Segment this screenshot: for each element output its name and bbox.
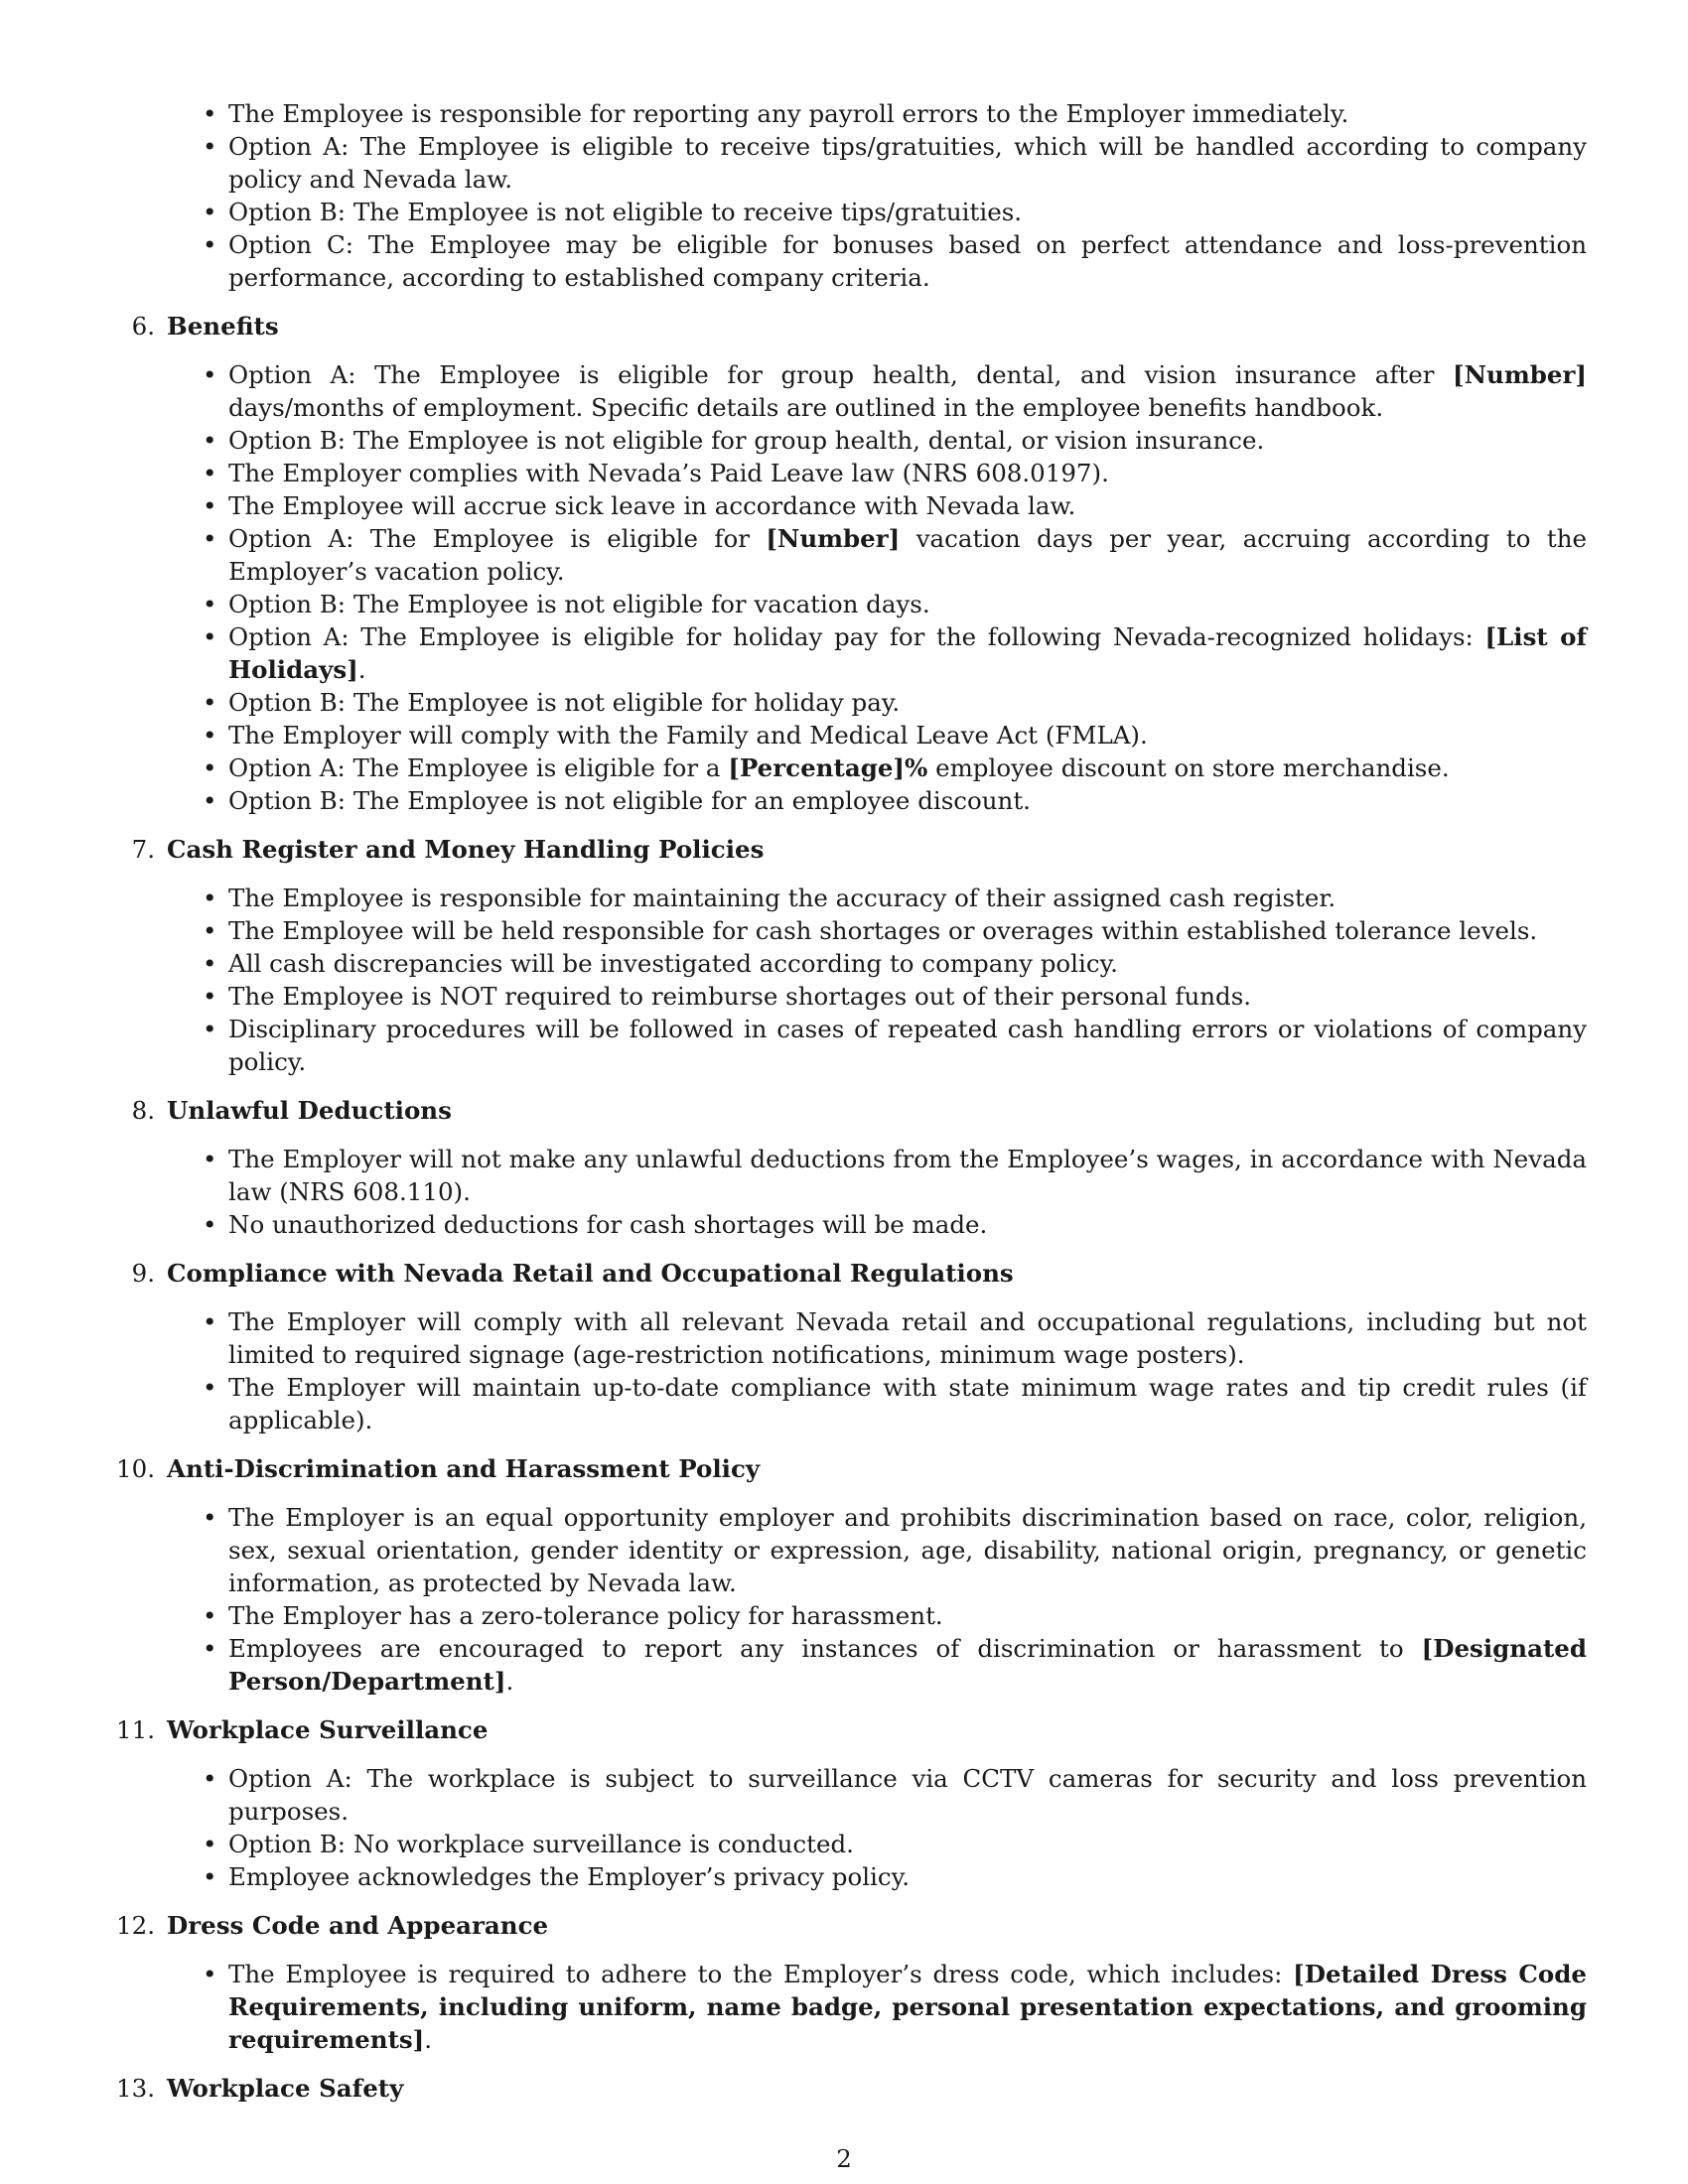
list-item — [167, 457, 1587, 489]
section-title: Cash Register and Money Handling Policies — [167, 835, 765, 864]
bullet-icon: • — [203, 688, 217, 717]
list-item — [167, 1208, 1587, 1241]
item-text: The Employer will not make any unlawful deductions from the Employee’s wages, in accordance with Nevada law (NRS 608.110). — [228, 1145, 1587, 1206]
item-text: All cash discrepancies will be investigated according to company policy. — [228, 949, 1118, 978]
section-number: 10. — [116, 1454, 155, 1483]
bullet-icon: • — [203, 753, 217, 782]
bullet-icon: • — [203, 491, 217, 520]
item-text: vacation days per year, accruing according to the Employer’s vacation policy. — [228, 524, 1587, 586]
item-text: Option B: The Employee is not eligible to receive tips/gratuities. — [228, 198, 1023, 226]
item-text: The Employee is required to adhere to the Employer’s dress code, which includes: — [228, 1960, 1294, 1988]
section — [131, 310, 1587, 817]
section-number: 11. — [116, 1715, 155, 1744]
bullet-icon: • — [203, 982, 217, 1011]
bullet-icon: • — [203, 1307, 217, 1336]
section-title: Anti-Discrimination and Harassment Policy — [167, 1454, 761, 1483]
list-item — [167, 947, 1587, 980]
section — [131, 1094, 1587, 1241]
placeholder-text: [Number] — [1453, 360, 1587, 389]
list-item — [167, 914, 1587, 947]
item-text: Option A: The Employee is eligible for a — [228, 753, 729, 782]
list-item — [167, 1632, 1587, 1698]
list-item — [167, 1305, 1587, 1371]
section-number: 8. — [131, 1096, 155, 1125]
list-item — [167, 620, 1587, 686]
bullet-icon: • — [203, 132, 217, 161]
item-text: Option A: The Employee is eligible for holiday pay for the following Nevada-recognized holidays: — [228, 622, 1485, 651]
placeholder-text: [Detailed Dress Code Requirements, including uniform, name badge, personal presentation expectations, and grooming requirements] — [228, 1960, 1587, 2054]
list-item — [167, 882, 1587, 914]
bullet-icon: • — [203, 884, 217, 912]
item-text: The Employee will be held responsible for cash shortages or overages within established tolerance levels. — [228, 916, 1538, 945]
section-title: Workplace Surveillance — [167, 1715, 489, 1744]
item-text: . — [505, 1667, 514, 1696]
item-text: Option C: The Employee may be eligible for bonuses based on perfect attendance and loss-prevention performance, according to established company criteria. — [228, 230, 1587, 292]
list-item — [167, 196, 1587, 228]
list-item — [167, 980, 1587, 1013]
page-content — [116, 97, 1587, 2105]
item-text: The Employee is responsible for reporting any payroll errors to the Employer immediately. — [228, 99, 1349, 128]
item-text: Option A: The Employee is eligible for — [228, 524, 767, 553]
item-text: Option B: The Employee is not eligible for an employee discount. — [228, 786, 1031, 815]
item-text: . — [357, 655, 366, 684]
section-list — [167, 1958, 1587, 2056]
item-text: Option B: No workplace surveillance is conducted. — [228, 1830, 854, 1858]
bullet-icon: • — [203, 949, 217, 978]
bullet-icon: • — [203, 1145, 217, 1173]
bullet-icon: • — [203, 721, 217, 750]
section-heading — [131, 310, 1587, 342]
bullet-icon: • — [203, 1830, 217, 1858]
section-list — [167, 1501, 1587, 1698]
item-text: Option B: The Employee is not eligible for vacation days. — [228, 590, 930, 618]
list-item — [167, 1013, 1587, 1078]
section-heading — [131, 1257, 1587, 1290]
item-text: The Employee is NOT required to reimburse shortages out of their personal funds. — [228, 982, 1252, 1011]
section — [116, 2072, 1587, 2105]
item-text: The Employer has a zero-tolerance policy for harassment. — [228, 1601, 943, 1630]
list-item — [167, 1860, 1587, 1893]
list-item — [167, 1599, 1587, 1632]
item-text: Option B: The Employee is not eligible for group health, dental, or vision insurance. — [228, 426, 1265, 455]
list-item — [167, 1762, 1587, 1828]
item-text: Option A: The Employee is eligible to receive tips/gratuities, which will be handled according to company policy and Nevada law. — [228, 132, 1587, 194]
item-text: Option A: The workplace is subject to surveillance via CCTV cameras for security and loss prevention purposes. — [228, 1764, 1587, 1826]
placeholder-text: [Number] — [766, 524, 901, 553]
bullet-icon: • — [203, 230, 217, 259]
list-item — [167, 1501, 1587, 1599]
list-item — [167, 751, 1587, 784]
section-title: Compliance with Nevada Retail and Occupational Regulations — [167, 1259, 1014, 1288]
section-heading — [131, 1094, 1587, 1127]
list-item — [167, 588, 1587, 620]
list-item — [167, 130, 1587, 196]
section-title: Benefits — [167, 312, 279, 341]
page-number: 2 — [836, 2144, 852, 2173]
list-item — [167, 1828, 1587, 1860]
list-item — [167, 1371, 1587, 1436]
bullet-icon: • — [203, 1503, 217, 1532]
item-text: The Employer is an equal opportunity employer and prohibits discrimination based on race, color, religion, sex, sexual orientation, gender identity or expression, age, disability, national origin, pregnancy, or genetic information, as protected by Nevada law. — [228, 1503, 1587, 1597]
placeholder-text: [Percentage]% — [728, 753, 928, 782]
section-heading — [116, 1452, 1587, 1485]
bullet-icon: • — [203, 1015, 217, 1043]
placeholder-text: [Designated Person/Department] — [228, 1634, 1587, 1696]
list-item — [167, 1958, 1587, 2056]
list-item — [167, 97, 1587, 130]
section — [116, 1713, 1587, 1893]
bullet-icon: • — [203, 1373, 217, 1402]
list-item — [167, 784, 1587, 817]
section — [131, 1257, 1587, 1436]
item-text: Option B: The Employee is not eligible for holiday pay. — [228, 688, 901, 717]
bullet-icon: • — [203, 786, 217, 815]
sections-container — [116, 310, 1587, 2105]
bullet-icon: • — [203, 459, 217, 487]
section-title: Workplace Safety — [167, 2074, 404, 2103]
section-list — [167, 882, 1587, 1078]
bullet-icon: • — [203, 198, 217, 226]
list-item — [167, 489, 1587, 522]
item-text: Option A: The Employee is eligible for group health, dental, and vision insurance after — [228, 360, 1454, 389]
list-item — [167, 719, 1587, 751]
list-item — [167, 686, 1587, 719]
bullet-icon: • — [203, 916, 217, 945]
bullet-icon: • — [203, 1960, 217, 1988]
item-text: The Employee will accrue sick leave in accordance with Nevada law. — [228, 491, 1076, 520]
item-text: The Employer complies with Nevada’s Paid Leave law (NRS 608.0197). — [228, 459, 1109, 487]
bullet-icon: • — [203, 524, 217, 553]
bullet-icon: • — [203, 1862, 217, 1891]
section-list — [167, 1305, 1587, 1436]
item-text: The Employee is responsible for maintaining the accuracy of their assigned cash register. — [228, 884, 1336, 912]
bullet-icon: • — [203, 622, 217, 651]
bullet-icon: • — [203, 360, 217, 389]
bullet-icon: • — [203, 99, 217, 128]
section-heading — [116, 1909, 1587, 1942]
section — [131, 833, 1587, 1078]
list-item — [167, 228, 1587, 294]
item-text: The Employer will comply with the Family and Medical Leave Act (FMLA). — [228, 721, 1148, 750]
section-list — [167, 1762, 1587, 1893]
list-item — [167, 424, 1587, 457]
section-title: Unlawful Deductions — [167, 1096, 452, 1125]
item-text: The Employer will maintain up-to-date compliance with state minimum wage rates and tip credit rules (if applicable). — [228, 1373, 1587, 1434]
section-list — [167, 1143, 1587, 1241]
bullet-icon: • — [203, 1764, 217, 1793]
item-text: Employees are encouraged to report any instances of discrimination or harassment to — [228, 1634, 1422, 1663]
section-heading — [131, 833, 1587, 866]
list-item — [167, 1143, 1587, 1208]
bullet-icon: • — [203, 426, 217, 455]
item-text: . — [424, 2025, 433, 2054]
bullet-icon: • — [203, 1601, 217, 1630]
item-text: Employee acknowledges the Employer’s privacy policy. — [228, 1862, 910, 1891]
section-title: Dress Code and Appearance — [167, 1911, 549, 1940]
section-heading — [116, 1713, 1587, 1746]
section — [116, 1452, 1587, 1698]
bullet-icon: • — [203, 1634, 217, 1663]
item-text: employee discount on store merchandise. — [927, 753, 1450, 782]
section-number: 7. — [131, 835, 155, 864]
item-text: days/months of employment. Specific details are outlined in the employee benefits handbook. — [228, 393, 1384, 422]
section-list — [167, 358, 1587, 817]
bullet-icon: • — [203, 590, 217, 618]
section — [116, 1909, 1587, 2056]
section-number: 12. — [116, 1911, 155, 1940]
placeholder-text: [List of Holidays] — [228, 622, 1587, 684]
list-item — [167, 358, 1587, 424]
item-text: No unauthorized deductions for cash shortages will be made. — [228, 1210, 988, 1239]
section-number: 13. — [116, 2074, 155, 2103]
list-item — [167, 522, 1587, 588]
section-number: 6. — [131, 312, 155, 341]
item-text: The Employer will comply with all relevant Nevada retail and occupational regulations, including but not limited to required signage (age-restriction notifications, minimum wage posters). — [228, 1307, 1587, 1369]
item-text: Disciplinary procedures will be followed in cases of repeated cash handling errors or violations of company policy. — [228, 1015, 1587, 1076]
section-number: 9. — [131, 1259, 155, 1288]
section-heading — [116, 2072, 1587, 2105]
bullet-icon: • — [203, 1210, 217, 1239]
continued-list — [167, 97, 1587, 294]
